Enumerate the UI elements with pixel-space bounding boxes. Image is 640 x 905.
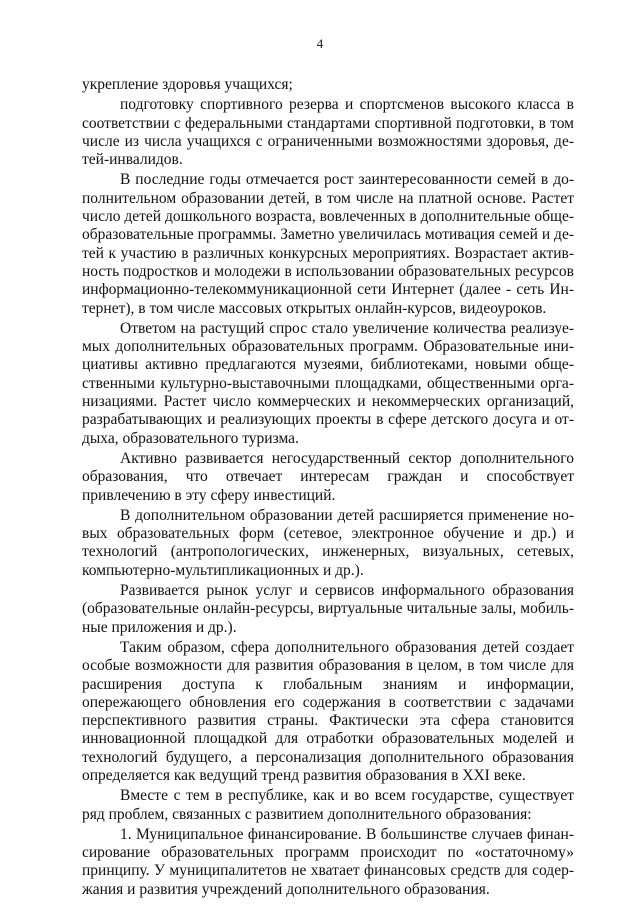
paragraph-7: Развивается рынок услуг и сервисов информального образования (образовательные онлайн-ресурсы, виртуальные читальные залы, мобильные приложения и др.). [82, 582, 574, 636]
page-number: 4 [316, 36, 324, 51]
paragraph-2: подготовку спортивного резерва и спортсменов высокого класса в соответствии с федеральными стандартами спортивной подготовки, в том числе из числа учащихся с ограниченными возможностями здоровья, детей-инвалидов. [82, 96, 574, 169]
paragraph-1: укрепление здоровья учащихся; [82, 76, 293, 93]
paragraph-8: Таким образом, сфера дополнительного образования детей создает особые возможности для развития образования в целом, в том числе для расширения доступа к глобальным знаниям и информации, опережающего обновления его содержания в соответствии с задачами перспективного развития страны. Фактически эта сфера становится инновационной площадкой для отработки образовательных моделей и технологий будущего, а персонализация дополнительного образования определяется как ведущий тренд развития образования в XXI веке. [82, 638, 574, 784]
paragraph-5: Активно развивается негосударственный сектор дополнительного образования, что отвечает интересам граждан и способствует привлечению в эту сферу инвестиций. [82, 449, 574, 504]
paragraph-10: 1. Муниципальное финансирование. В большинстве случаев финансирование образовательных программ происходит по «остаточному» принципу. У муниципалитетов не хватает финансовых средств для содержания и развития учреждений дополнительного образования. [82, 825, 574, 898]
paragraph-3: В последние годы отмечается рост заинтересованности семей в дополнительном образовании детей, в том числе на платной основе. Растет число детей дошкольного возраста, вовлеченных в дополнительные общеобразовательные программы. Заметно увеличилась мотивация семей и детей к участию в различных конкурсных мероприятиях. Возрастает активность подростков и молодежи в использовании образовательных ресурсов информационно-телекоммуникационной сети Интернет (далее - сеть Интернет), в том числе массовых открытых онлайн-курсов, видеоуроков. [82, 171, 574, 317]
paragraph-6: В дополнительном образовании детей расширяется применение новых образовательных форм (сетевое, электронное обучение и др.) и технологий (антропологических, инженерных, визуальных, сетевых, компьютерно-мультипликационных и др.). [82, 506, 574, 579]
paragraph-9: Вместе с тем в республике, как и во всем государстве, существует ряд проблем, связанных с развитием дополнительного образования: [82, 787, 574, 823]
body-text [82, 76, 574, 901]
paragraph-4: Ответом на растущий спрос стало увеличение количества реализуемых дополнительных образовательных программ. Образовательные инициативы активно предлагаются музеями, библиотеками, новыми общественными культурно-выставочными площадками, общественными организациями. Растет число коммерческих и некоммерческих организаций, разрабатывающих и реализующих проекты в сфере детского досуга и отдыха, образовательного туризма. [82, 319, 574, 447]
